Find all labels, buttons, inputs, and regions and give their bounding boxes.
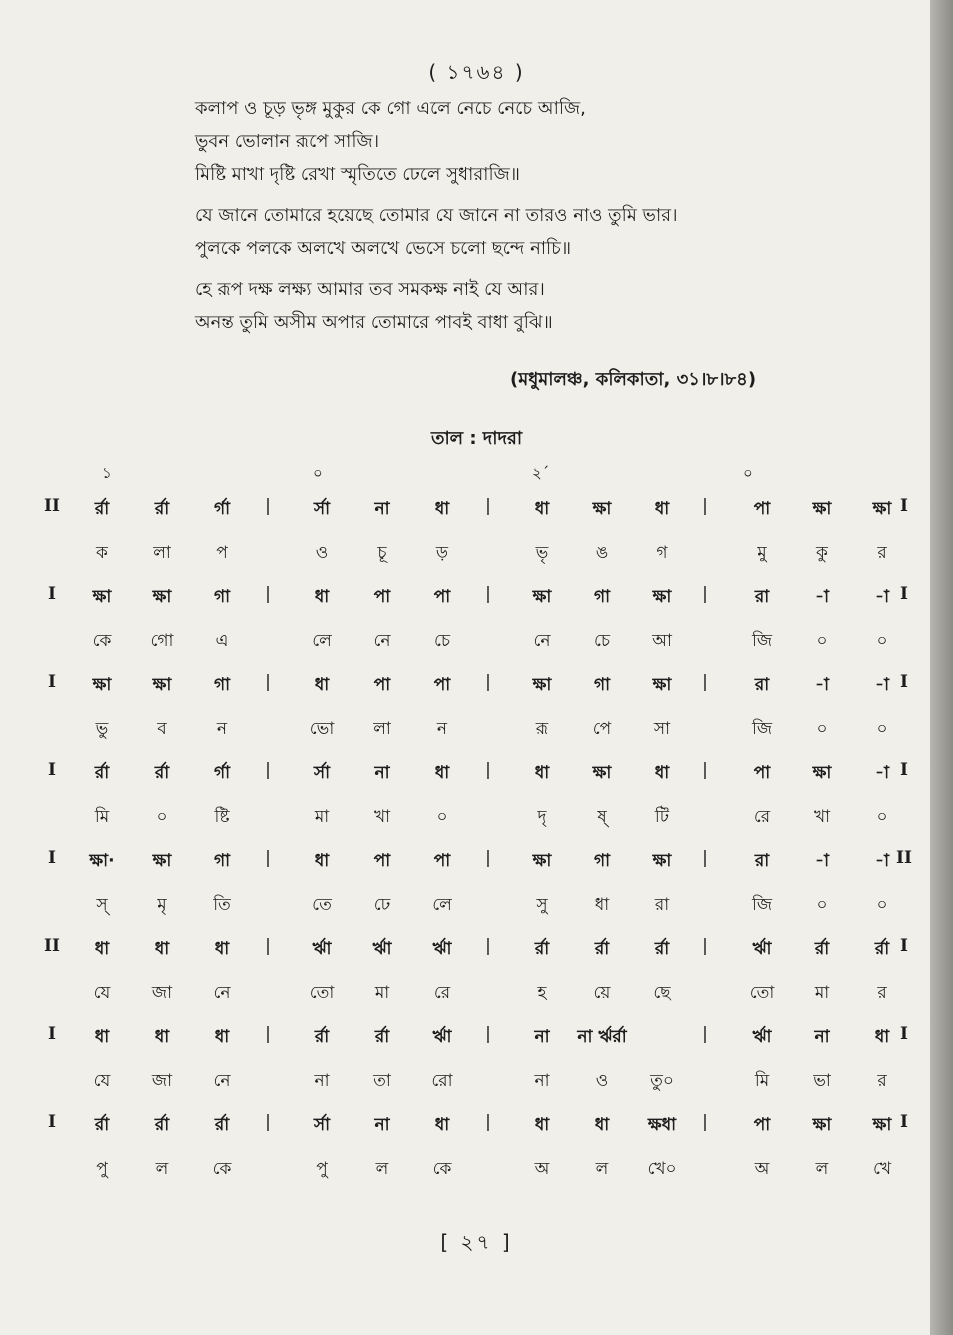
lyric-syllable: সা [653,719,671,739]
lyric-syllable: য়ে [593,983,611,1003]
lyric-syllable: মা [814,983,830,1003]
sargam-note: পা [753,1115,771,1135]
sargam-note: র্রা [94,499,110,519]
lyric-syllable: ধা [594,895,610,915]
lyric-syllable: গ [656,543,668,563]
sargam-note: না [374,763,390,783]
end-barline: I [900,1024,908,1044]
lyric-row [0,624,930,668]
bar-divider: | [485,1024,491,1044]
bar-divider: | [265,1112,271,1132]
lyric-syllable: খা [373,807,391,827]
sargam-note: ধা [534,763,550,783]
poem-text [195,92,855,347]
lyric-syllable: নে [213,1071,231,1091]
sargam-note: ধা [314,675,330,695]
lyric-syllable: হ [537,983,547,1003]
lyric-syllable: মি [754,1071,770,1091]
lyric-syllable: কে [212,1159,232,1179]
end-barline: I [900,496,908,516]
stanza-3 [195,273,855,339]
end-barline: II [896,848,912,868]
bar-divider: | [265,672,271,692]
end-barline: I [900,672,908,692]
lyric-syllable: ড় [435,543,449,563]
lyric-syllable: ০ [816,895,828,915]
beat-mark: ০ [313,464,323,482]
lyric-row [0,976,930,1020]
top-page-number: ( ১৭৬৪ ) [428,60,525,84]
bar-divider: | [702,848,708,868]
lyric-syllable: তু০ [650,1071,674,1091]
lyric-syllable: সু [536,895,548,915]
sargam-note: ক্ষা [152,851,172,871]
lyric-syllable: ন [216,719,228,739]
sargam-note: ক্ষা [532,851,552,871]
poem-line: যে জানে তোমারে হয়েছে তোমার যে জানে না তারও নাও তুমি ভার। [195,205,678,226]
sargam-note: পা [433,587,451,607]
sargam-note: র্ঋা [752,939,772,959]
poem-line: পুলকে পলকে অলখে অলখে ভেসে চলো ছন্দে নাচি॥ [195,238,572,259]
sargam-note: র্গা [213,763,231,783]
sargam-row [0,668,930,712]
lyric-syllable: রো [431,1071,453,1091]
bar-divider: | [265,584,271,604]
bar-divider: | [265,760,271,780]
sargam-note: ক্ষা [652,851,672,871]
lyric-syllable: নে [373,631,391,651]
lyric-syllable: ভু [95,719,109,739]
lyric-syllable: নে [533,631,551,651]
lyric-syllable: ল [155,1159,169,1179]
sargam-note: র্সা [313,763,331,783]
lyric-syllable: স্ [96,895,108,915]
lyric-syllable: লে [432,895,452,915]
bar-divider: | [702,1024,708,1044]
bottom-page-number: [ ২৭ ] [440,1230,513,1254]
beat-marks [0,462,930,488]
sargam-note: ক্ষা· [89,851,115,871]
lyric-syllable: যে [93,1071,111,1091]
sargam-note: না [534,1027,550,1047]
sargam-note: র্রা [814,939,830,959]
sargam-note: না র্ঋর্রা [577,1027,627,1047]
bar-divider: | [485,584,491,604]
lyric-row [0,800,930,844]
lyric-syllable: ঢে [373,895,391,915]
lyric-syllable: গো [150,631,174,651]
lyric-syllable: যে [93,983,111,1003]
lyric-syllable: ০ [816,631,828,651]
sargam-note: ক্ষা [652,675,672,695]
notation-line [0,1108,930,1196]
lyric-syllable: ষ্ [597,807,607,827]
lyric-syllable: ০ [876,631,888,651]
lyric-syllable: ভৃ [535,543,549,563]
lyric-syllable: ০ [876,719,888,739]
lyric-syllable: ও [595,1071,609,1091]
lyric-syllable: নে [213,983,231,1003]
sargam-note: ধা [594,1115,610,1135]
lyric-syllable: জি [751,631,773,651]
lyric-syllable: এ [215,631,229,651]
sargam-note: -া [815,675,829,695]
sargam-note: র্গা [213,499,231,519]
lyric-syllable: ০ [876,895,888,915]
lyric-syllable: ক [96,543,108,563]
sargam-note: র্রা [534,939,550,959]
lyric-syllable: লে [312,631,332,651]
sargam-note: ধা [314,587,330,607]
lyric-syllable: কে [432,1159,452,1179]
lyric-syllable: ভা [813,1071,831,1091]
start-barline: I [48,848,56,868]
sargam-note: র্রা [654,939,670,959]
lyric-syllable: পু [316,1159,328,1179]
sargam-note: র্রা [94,1115,110,1135]
lyric-syllable: চে [433,631,451,651]
lyric-syllable: দৃ [537,807,547,827]
sargam-note: ধা [314,851,330,871]
sargam-note: ধা [654,499,670,519]
notation-line [0,756,930,844]
sargam-note: পা [433,851,451,871]
sargam-note: রা [754,587,770,607]
sargam-note: ধা [434,763,450,783]
lyric-syllable: ছে [653,983,671,1003]
sargam-note: পা [753,499,771,519]
poem-line: অনন্ত তুমি অসীম অপার তোমারে পাবই বাধা বুঝি॥ [195,312,553,333]
sargam-note: পা [373,587,391,607]
start-barline: I [48,672,56,692]
sargam-note: র্রা [314,1027,330,1047]
poem-line: কলাপ ও চূড় ভৃঙ্গ মুকুর কে গো এলে নেচে নেচে আজি, [195,98,586,119]
lyric-syllable: না [534,1071,550,1091]
lyric-syllable: চূ [377,543,387,563]
bar-divider: | [702,1112,708,1132]
sargam-note: ধা [94,1027,110,1047]
sargam-note: র্রা [154,1115,170,1135]
stanza-1 [195,92,855,191]
lyric-syllable: খে [872,1159,892,1179]
lyric-syllable: র [877,543,887,563]
sargam-note: ধা [94,939,110,959]
sargam-note: র্সা [313,499,331,519]
lyric-syllable: জি [751,895,773,915]
bar-divider: | [485,760,491,780]
page-edge-shadow [930,0,953,1335]
sargam-note: র্রা [154,763,170,783]
notation-line [0,932,930,1020]
lyric-syllable: মি [94,807,110,827]
sargam-note: না [374,1115,390,1135]
sargam-note: র্ঋা [432,939,452,959]
lyric-syllable: ০ [816,719,828,739]
sargam-note: ক্ষা [152,675,172,695]
notation-line [0,844,930,932]
beat-mark: ২´ [532,464,550,482]
sargam-note: র্ঋা [752,1027,772,1047]
sargam-note: ধা [214,939,230,959]
notation-line [0,668,930,756]
lyric-syllable: ষ্টি [214,807,230,827]
sargam-note: ক্ষা [532,587,552,607]
lyric-syllable: ০ [156,807,168,827]
bar-divider: | [702,496,708,516]
lyric-syllable: মা [314,807,330,827]
lyric-syllable: র [877,983,887,1003]
lyric-syllable: তো [309,983,335,1003]
sargam-note: ক্ষা [592,499,612,519]
lyric-syllable: খে০ [647,1159,677,1179]
start-barline: II [44,936,60,956]
lyric-row [0,1152,930,1196]
sargam-note: পা [373,675,391,695]
beat-mark: ১ [102,464,112,482]
lyric-syllable: রে [753,807,771,827]
lyric-syllable: কে [92,631,112,651]
sargam-note: রা [754,851,770,871]
bar-divider: | [265,848,271,868]
lyric-syllable: ও [315,543,329,563]
sargam-note: ক্ষধা [647,1115,677,1135]
sargam-note: -া [875,587,889,607]
lyric-syllable: চে [593,631,611,651]
sargam-note: পা [433,675,451,695]
sargam-row [0,756,930,800]
sargam-note: ধা [154,1027,170,1047]
sargam-note: পা [753,763,771,783]
sargam-note: গা [213,851,231,871]
lyric-row [0,888,930,932]
end-barline: I [900,584,908,604]
lyric-syllable: তা [373,1071,391,1091]
lyric-syllable: ন [436,719,448,739]
notation-line [0,580,930,668]
notation-line [0,492,930,580]
lyric-syllable: তি [213,895,231,915]
sargam-note: -া [815,587,829,607]
sargam-note: ক্ষা [652,587,672,607]
sargam-row [0,932,930,976]
lyric-syllable: রা [654,895,670,915]
sargam-note: র্ঋা [312,939,332,959]
bar-divider: | [485,936,491,956]
sargam-note: ক্ষা [812,763,832,783]
sargam-note: -া [815,851,829,871]
end-barline: I [900,936,908,956]
lyric-syllable: অ [534,1159,550,1179]
bar-divider: | [485,496,491,516]
start-barline: I [48,760,56,780]
bar-divider: | [702,584,708,604]
lyric-syllable: জা [151,983,173,1003]
sargam-row [0,580,930,624]
lyric-syllable: ল [815,1159,829,1179]
lyric-row [0,536,930,580]
lyric-syllable: মা [374,983,390,1003]
lyric-syllable: মৃ [157,895,167,915]
sargam-row [0,1108,930,1152]
start-barline: I [48,1024,56,1044]
bar-divider: | [265,1024,271,1044]
sargam-note: ক্ষা [92,587,112,607]
lyric-syllable: খা [813,807,831,827]
sargam-note: ক্ষা [152,587,172,607]
lyric-syllable: ০ [876,807,888,827]
sargam-note: র্রা [214,1115,230,1135]
lyric-syllable: না [314,1071,330,1091]
start-barline: II [44,496,60,516]
lyric-syllable: র [877,1071,887,1091]
bar-divider: | [702,672,708,692]
source-citation: (মধুমালঞ্চ, কলিকাতা, ৩১।৮।৮৪) [510,369,757,390]
lyric-syllable: কু [816,543,828,563]
notation-line [0,1020,930,1108]
sargam-note: র্রা [94,763,110,783]
lyric-syllable: অ [754,1159,770,1179]
sargam-note: র্রা [154,499,170,519]
bar-divider: | [485,848,491,868]
sargam-row [0,844,930,888]
sargam-note: ক্ষা [532,675,552,695]
sargam-note: ক্ষা [592,763,612,783]
sargam-note: না [814,1027,830,1047]
stanza-2 [195,199,855,265]
poem-line: ভুবন ভোলান রূপে সাজি। [195,131,380,152]
taal-label: তাল : দাদরা [430,428,523,449]
lyric-syllable: পে [592,719,612,739]
lyric-syllable: ল [375,1159,389,1179]
lyric-syllable: রূ [535,719,549,739]
sargam-note: র্রা [874,939,890,959]
sargam-note: -া [875,851,889,871]
sargam-note: র্ঋা [372,939,392,959]
lyric-syllable: প [216,543,228,563]
sargam-note: ক্ষা [872,1115,892,1135]
sargam-note: গা [593,675,611,695]
sargam-note: না [374,499,390,519]
lyric-syllable: পু [96,1159,108,1179]
lyric-syllable: লা [153,543,171,563]
end-barline: I [900,760,908,780]
sargam-note: ক্ষা [872,499,892,519]
beat-mark: ০ [743,464,753,482]
sargam-note: ক্ষা [92,675,112,695]
lyric-syllable: লা [373,719,391,739]
sargam-note: র্রা [374,1027,390,1047]
poem-line: মিষ্টি মাখা দৃষ্টি রেখা স্মৃতিতে ঢেলে সুধারাজি॥ [195,164,520,185]
lyric-syllable: রে [433,983,451,1003]
sargam-note: র্সা [313,1115,331,1135]
sargam-note: গা [213,587,231,607]
sargam-note: ধা [534,499,550,519]
lyric-syllable: ০ [436,807,448,827]
sargam-note: গা [593,851,611,871]
bar-divider: | [702,936,708,956]
sargam-note: ধা [534,1115,550,1135]
end-barline: I [900,1112,908,1132]
bar-divider: | [485,1112,491,1132]
notation-table [0,492,930,1196]
sargam-note: রা [754,675,770,695]
lyric-syllable: ল [595,1159,609,1179]
sargam-note: ধা [874,1027,890,1047]
lyric-syllable: জা [151,1071,173,1091]
sargam-note: গা [213,675,231,695]
sargam-note: ক্ষা [812,1115,832,1135]
lyric-row [0,1064,930,1108]
sargam-note: ধা [154,939,170,959]
poem-line: হে রূপ দক্ষ লক্ষ্য আমার তব সমকক্ষ নাই যে আর। [195,279,545,300]
lyric-syllable: তো [749,983,775,1003]
lyric-row [0,712,930,756]
sargam-note: পা [373,851,391,871]
sargam-row [0,1020,930,1064]
lyric-syllable: আ [652,631,672,651]
lyric-syllable: টি [654,807,670,827]
sargam-note: -া [875,675,889,695]
bar-divider: | [265,496,271,516]
sargam-note: ধা [434,499,450,519]
bar-divider: | [702,760,708,780]
sargam-note: ক্ষা [812,499,832,519]
sargam-note: গা [593,587,611,607]
lyric-syllable: ভো [309,719,335,739]
bar-divider: | [265,936,271,956]
sargam-row [0,492,930,536]
lyric-syllable: মু [757,543,767,563]
sargam-note: ধা [654,763,670,783]
lyric-syllable: ব [157,719,167,739]
bar-divider: | [485,672,491,692]
lyric-syllable: তে [312,895,332,915]
start-barline: I [48,1112,56,1132]
sargam-note: র্ঋা [432,1027,452,1047]
sargam-note: ধা [434,1115,450,1135]
sargam-note: ধা [214,1027,230,1047]
lyric-syllable: ঙ [595,543,609,563]
start-barline: I [48,584,56,604]
sargam-note: -া [875,763,889,783]
sargam-note: র্রা [594,939,610,959]
lyric-syllable: জি [751,719,773,739]
